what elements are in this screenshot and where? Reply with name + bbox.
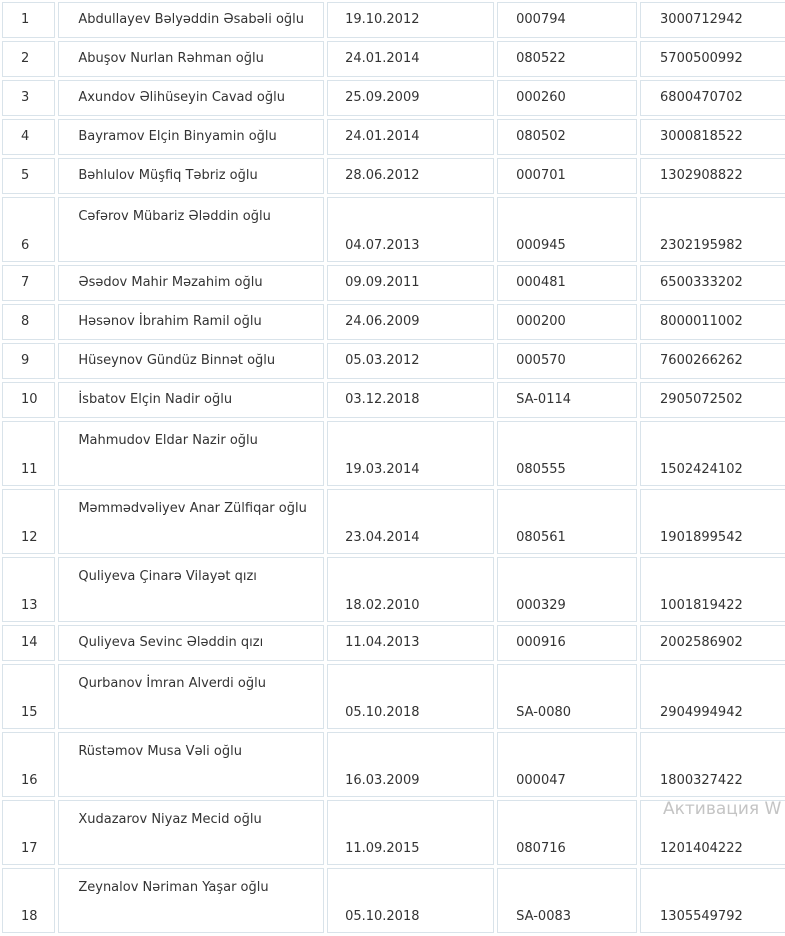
date-cell: 19.10.2012 bbox=[327, 2, 494, 38]
full-name-cell: Məmmədvəliyev Anar Zülfiqar oğlu bbox=[58, 489, 324, 554]
id-number-cell: 2302195982 bbox=[640, 197, 785, 262]
date-cell: 03.12.2018 bbox=[327, 382, 494, 418]
id-number-cell: 1305549792 bbox=[640, 868, 785, 933]
document-number-cell: 000260 bbox=[497, 80, 637, 116]
id-number-cell: 1001819422 bbox=[640, 557, 785, 622]
table-row bbox=[2, 868, 785, 933]
activation-watermark: Активация W bbox=[663, 799, 782, 819]
id-number-cell: 1201404222 bbox=[640, 800, 785, 865]
date-cell: 05.10.2018 bbox=[327, 868, 494, 933]
date-cell: 19.03.2014 bbox=[327, 421, 494, 486]
row-number-cell: 6 bbox=[2, 197, 55, 262]
id-number-cell: 6500333202 bbox=[640, 265, 785, 301]
table-row bbox=[2, 732, 785, 797]
date-cell: 04.07.2013 bbox=[327, 197, 494, 262]
id-number-cell: 3000818522 bbox=[640, 119, 785, 155]
date-cell: 23.04.2014 bbox=[327, 489, 494, 554]
full-name-cell: Quliyeva Çinarə Vilayət qızı bbox=[58, 557, 324, 622]
id-number-cell: 1502424102 bbox=[640, 421, 785, 486]
table-row bbox=[2, 41, 785, 77]
records-table-body bbox=[2, 2, 785, 933]
document-number-cell: 080522 bbox=[497, 41, 637, 77]
row-number-cell: 18 bbox=[2, 868, 55, 933]
date-cell: 05.03.2012 bbox=[327, 343, 494, 379]
id-number-cell: 5700500992 bbox=[640, 41, 785, 77]
full-name-cell: Quliyeva Sevinc Ələddin qızı bbox=[58, 625, 324, 661]
id-number-cell: 1302908822 bbox=[640, 158, 785, 194]
table-row bbox=[2, 80, 785, 116]
table-row bbox=[2, 265, 785, 301]
date-cell: 24.01.2014 bbox=[327, 41, 494, 77]
table-row bbox=[2, 158, 785, 194]
table-row bbox=[2, 557, 785, 622]
id-number-cell: 2905072502 bbox=[640, 382, 785, 418]
full-name-cell: Qurbanov İmran Alverdi oğlu bbox=[58, 664, 324, 729]
full-name-cell: Xudazarov Niyaz Mecid oğlu bbox=[58, 800, 324, 865]
table-row bbox=[2, 197, 785, 262]
table-row bbox=[2, 119, 785, 155]
document-number-cell: 000570 bbox=[497, 343, 637, 379]
id-number-cell: 2002586902 bbox=[640, 625, 785, 661]
id-number-cell: 2904994942 bbox=[640, 664, 785, 729]
row-number-cell: 1 bbox=[2, 2, 55, 38]
full-name-cell: Cəfərov Mübariz Ələddin oğlu bbox=[58, 197, 324, 262]
document-number-cell: 080502 bbox=[497, 119, 637, 155]
table-row bbox=[2, 304, 785, 340]
row-number-cell: 11 bbox=[2, 421, 55, 486]
document-number-cell: 000701 bbox=[497, 158, 637, 194]
row-number-cell: 4 bbox=[2, 119, 55, 155]
table-row bbox=[2, 2, 785, 38]
table-row bbox=[2, 343, 785, 379]
full-name-cell: Bayramov Elçin Binyamin oğlu bbox=[58, 119, 324, 155]
date-cell: 05.10.2018 bbox=[327, 664, 494, 729]
document-number-cell: 000047 bbox=[497, 732, 637, 797]
date-cell: 11.04.2013 bbox=[327, 625, 494, 661]
row-number-cell: 17 bbox=[2, 800, 55, 865]
row-number-cell: 2 bbox=[2, 41, 55, 77]
document-number-cell: SA-0083 bbox=[497, 868, 637, 933]
id-number-cell: 8000011002 bbox=[640, 304, 785, 340]
row-number-cell: 3 bbox=[2, 80, 55, 116]
row-number-cell: 13 bbox=[2, 557, 55, 622]
id-number-cell: 7600266262 bbox=[640, 343, 785, 379]
row-number-cell: 5 bbox=[2, 158, 55, 194]
full-name-cell: Abdullayev Bəlyəddin Əsabəli oğlu bbox=[58, 2, 324, 38]
full-name-cell: Abuşov Nurlan Rəhman oğlu bbox=[58, 41, 324, 77]
row-number-cell: 8 bbox=[2, 304, 55, 340]
date-cell: 11.09.2015 bbox=[327, 800, 494, 865]
table-row bbox=[2, 664, 785, 729]
date-cell: 18.02.2010 bbox=[327, 557, 494, 622]
document-number-cell: 000481 bbox=[497, 265, 637, 301]
row-number-cell: 12 bbox=[2, 489, 55, 554]
full-name-cell: Zeynalov Nəriman Yaşar oğlu bbox=[58, 868, 324, 933]
date-cell: 28.06.2012 bbox=[327, 158, 494, 194]
document-number-cell: 080555 bbox=[497, 421, 637, 486]
date-cell: 24.06.2009 bbox=[327, 304, 494, 340]
full-name-cell: Axundov Əlihüseyin Cavad oğlu bbox=[58, 80, 324, 116]
table-row bbox=[2, 382, 785, 418]
row-number-cell: 10 bbox=[2, 382, 55, 418]
document-number-cell: 000794 bbox=[497, 2, 637, 38]
date-cell: 24.01.2014 bbox=[327, 119, 494, 155]
row-number-cell: 7 bbox=[2, 265, 55, 301]
document-number-cell: 080716 bbox=[497, 800, 637, 865]
id-number-cell: 3000712942 bbox=[640, 2, 785, 38]
table-row bbox=[2, 489, 785, 554]
document-number-cell: SA-0114 bbox=[497, 382, 637, 418]
date-cell: 09.09.2011 bbox=[327, 265, 494, 301]
date-cell: 25.09.2009 bbox=[327, 80, 494, 116]
table-row bbox=[2, 625, 785, 661]
full-name-cell: Rüstəmov Musa Vəli oğlu bbox=[58, 732, 324, 797]
full-name-cell: Əsədov Mahir Məzahim oğlu bbox=[58, 265, 324, 301]
full-name-cell: İsbatov Elçin Nadir oğlu bbox=[58, 382, 324, 418]
id-number-cell: 6800470702 bbox=[640, 80, 785, 116]
document-number-cell: 000200 bbox=[497, 304, 637, 340]
row-number-cell: 14 bbox=[2, 625, 55, 661]
row-number-cell: 15 bbox=[2, 664, 55, 729]
date-cell: 16.03.2009 bbox=[327, 732, 494, 797]
id-number-cell: 1800327422 bbox=[640, 732, 785, 797]
id-number-cell: 1901899542 bbox=[640, 489, 785, 554]
document-number-cell: 000916 bbox=[497, 625, 637, 661]
table-row bbox=[2, 421, 785, 486]
document-number-cell: 000329 bbox=[497, 557, 637, 622]
full-name-cell: Həsənov İbrahim Ramil oğlu bbox=[58, 304, 324, 340]
row-number-cell: 16 bbox=[2, 732, 55, 797]
full-name-cell: Mahmudov Eldar Nazir oğlu bbox=[58, 421, 324, 486]
full-name-cell: Hüseynov Gündüz Binnət oğlu bbox=[58, 343, 324, 379]
document-number-cell: 000945 bbox=[497, 197, 637, 262]
document-number-cell: SA-0080 bbox=[497, 664, 637, 729]
full-name-cell: Bəhlulov Müşfiq Təbriz oğlu bbox=[58, 158, 324, 194]
document-number-cell: 080561 bbox=[497, 489, 637, 554]
row-number-cell: 9 bbox=[2, 343, 55, 379]
